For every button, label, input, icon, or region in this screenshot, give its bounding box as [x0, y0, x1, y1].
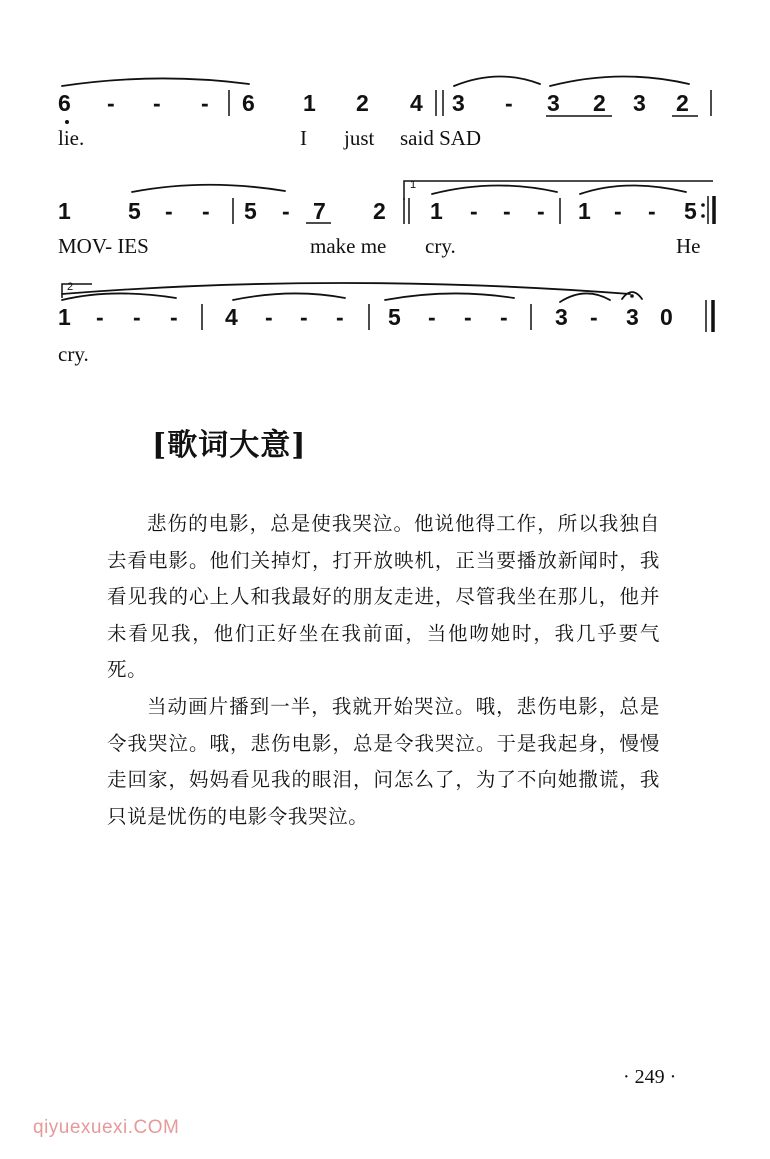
note: -: [500, 304, 508, 330]
slur: [62, 283, 630, 294]
note: -: [590, 304, 598, 330]
lyric: cry.: [425, 234, 456, 258]
low-octave-dot: [65, 120, 69, 124]
note: 5: [684, 198, 697, 224]
score-graphics: [0, 0, 770, 380]
lyric: MOV- IES: [58, 234, 149, 258]
note: -: [153, 90, 161, 116]
slur: [62, 78, 249, 86]
slur: [560, 293, 610, 302]
note: -: [170, 304, 178, 330]
note: 2: [356, 90, 369, 116]
first-ending-mark: 1: [410, 179, 417, 191]
note: 0: [660, 304, 673, 330]
watermark: qiyuexuexi.COM: [33, 1117, 180, 1138]
slur: [62, 293, 176, 300]
note: 1: [58, 304, 71, 330]
note: -: [300, 304, 308, 330]
note: 4: [410, 90, 423, 116]
note: -: [648, 198, 656, 224]
note: 3: [452, 90, 465, 116]
note: -: [464, 304, 472, 330]
note: -: [96, 304, 104, 330]
note: -: [614, 198, 622, 224]
note: -: [505, 90, 513, 116]
lyric: lie.: [58, 126, 85, 150]
slur: [454, 76, 540, 86]
note: 3: [555, 304, 568, 330]
note: -: [201, 90, 209, 116]
note: 1: [303, 90, 316, 116]
note: 5: [388, 304, 401, 330]
note: 3: [633, 90, 646, 116]
second-ending-mark: 2: [67, 281, 74, 293]
note: -: [265, 304, 273, 330]
fermata-dot: [630, 294, 634, 298]
note: -: [336, 304, 344, 330]
note: 3: [626, 304, 639, 330]
note: 6: [242, 90, 255, 116]
lyric: cry.: [58, 342, 89, 366]
lyric: He: [676, 234, 701, 258]
note: 7: [313, 198, 326, 224]
paragraph: 悲伤的电影，总是使我哭泣。他说他得工作，所以我独自去看电影。他们关掉灯，打开放映机，正当要播放新闻时，我看见我的心上人和我最好的朋友走进，尽管我坐在那儿，他并未看见我，他们正好坐在我前面，当他吻她时，我几乎要气死。: [107, 512, 660, 681]
note: -: [133, 304, 141, 330]
lyric: make me: [310, 234, 387, 258]
slur: [550, 76, 689, 86]
note: 2: [676, 90, 689, 116]
note: -: [165, 198, 173, 224]
music-score: [0, 0, 770, 380]
page-number: · 249 ·: [623, 1066, 677, 1088]
note: -: [202, 198, 210, 224]
lyric: I: [300, 126, 307, 150]
note: 1: [578, 198, 591, 224]
note: -: [470, 198, 478, 224]
note: 6: [58, 90, 71, 116]
note: 4: [225, 304, 238, 330]
note: -: [107, 90, 115, 116]
lyric: said SAD: [400, 126, 482, 150]
note: 3: [547, 90, 560, 116]
note: -: [503, 198, 511, 224]
slur: [385, 293, 514, 300]
note: 1: [58, 198, 71, 224]
slur: [432, 185, 557, 194]
section-heading: [歌词大意]: [152, 428, 307, 463]
slur: [233, 293, 345, 300]
note: 2: [373, 198, 386, 224]
note: 5: [128, 198, 141, 224]
note: -: [537, 198, 545, 224]
note: -: [282, 198, 290, 224]
slur: [132, 185, 285, 192]
slur: [580, 185, 686, 194]
lyric: just: [344, 126, 375, 150]
paragraph: 当动画片播到一半，我就开始哭泣。哦，悲伤电影，总是令我哭泣。哦，悲伤电影，总是令我哭泣。于是我起身，慢慢走回家，妈妈看见我的眼泪，问怎么了，为了不向她撒谎，我只说是忧伤的电影令我哭泣。: [107, 695, 660, 828]
note: -: [428, 304, 436, 330]
note: 1: [430, 198, 443, 224]
note: 2: [593, 90, 606, 116]
note: 5: [244, 198, 257, 224]
